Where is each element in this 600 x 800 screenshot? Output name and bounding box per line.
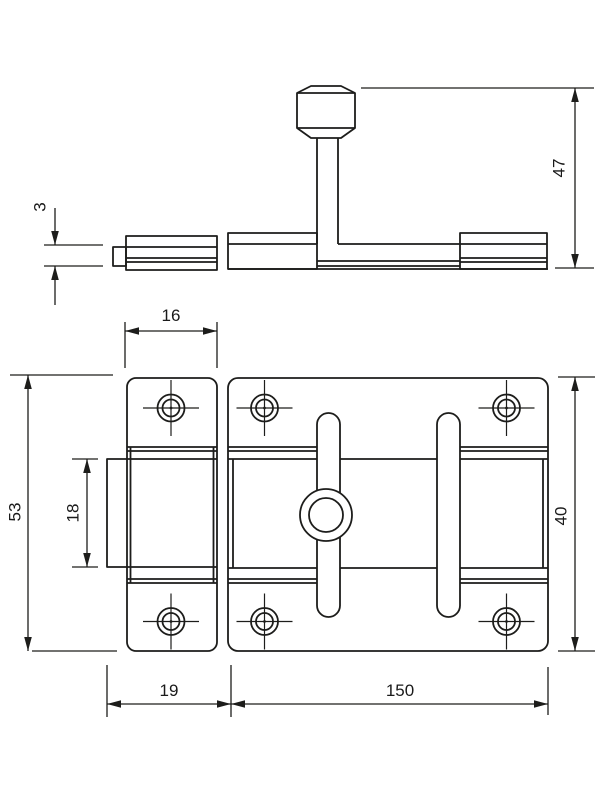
bolt-bar-lines: [228, 244, 548, 269]
plan-view: [107, 378, 548, 651]
side-elevation-view: [113, 86, 548, 270]
right-guide-loop-side: [460, 233, 547, 269]
keeper-plate-lines: [127, 447, 217, 583]
screw-hole-plate-bottom-left: [237, 594, 293, 650]
right-guide-slot: [437, 413, 460, 617]
dimension-label-150: 150: [385, 681, 415, 700]
dimension-main-plate-length: [231, 667, 548, 715]
bolt-protrusion: [107, 459, 127, 567]
screw-hole-plate-top-right: [479, 380, 535, 436]
keeper-side-lines: [126, 247, 217, 262]
main-plate-guide-lines: [228, 447, 548, 583]
dimension-label-53: 53: [5, 502, 25, 522]
dimension-keeper-length: [107, 665, 231, 717]
screw-hole-plate-top-left: [237, 380, 293, 436]
dimension-label-19: 19: [159, 681, 179, 700]
dimension-overall-height: [361, 88, 594, 268]
screw-hole-keeper-bottom: [143, 594, 199, 650]
knob-base-inner-ring: [309, 498, 343, 532]
knob-stem: [317, 138, 338, 244]
screw-hole-keeper-top: [143, 380, 199, 436]
dimension-label-3: 3: [30, 202, 50, 212]
keeper-side: [126, 236, 217, 270]
dimension-label-18: 18: [63, 503, 83, 523]
dimension-left-plate-height: [5, 375, 117, 651]
keeper-plate: [127, 378, 217, 651]
left-guide-loop-side: [228, 233, 317, 269]
dimension-main-plate-height: [551, 377, 595, 651]
dimension-bar-thickness: [30, 202, 103, 305]
dimension-label-40: 40: [551, 506, 571, 526]
dimension-label-16: 16: [161, 306, 181, 325]
dimension-bolt-rod-width: [63, 459, 98, 567]
bolt-end-cap: [113, 247, 126, 266]
right-guide-loop-lines: [460, 244, 547, 262]
screw-hole-plate-bottom-right: [479, 594, 535, 650]
dimension-label-47: 47: [549, 158, 569, 178]
knob-chamfer-lines: [297, 93, 355, 128]
dimension-keeper-width: [125, 306, 217, 368]
bolt-edges: [228, 459, 548, 568]
